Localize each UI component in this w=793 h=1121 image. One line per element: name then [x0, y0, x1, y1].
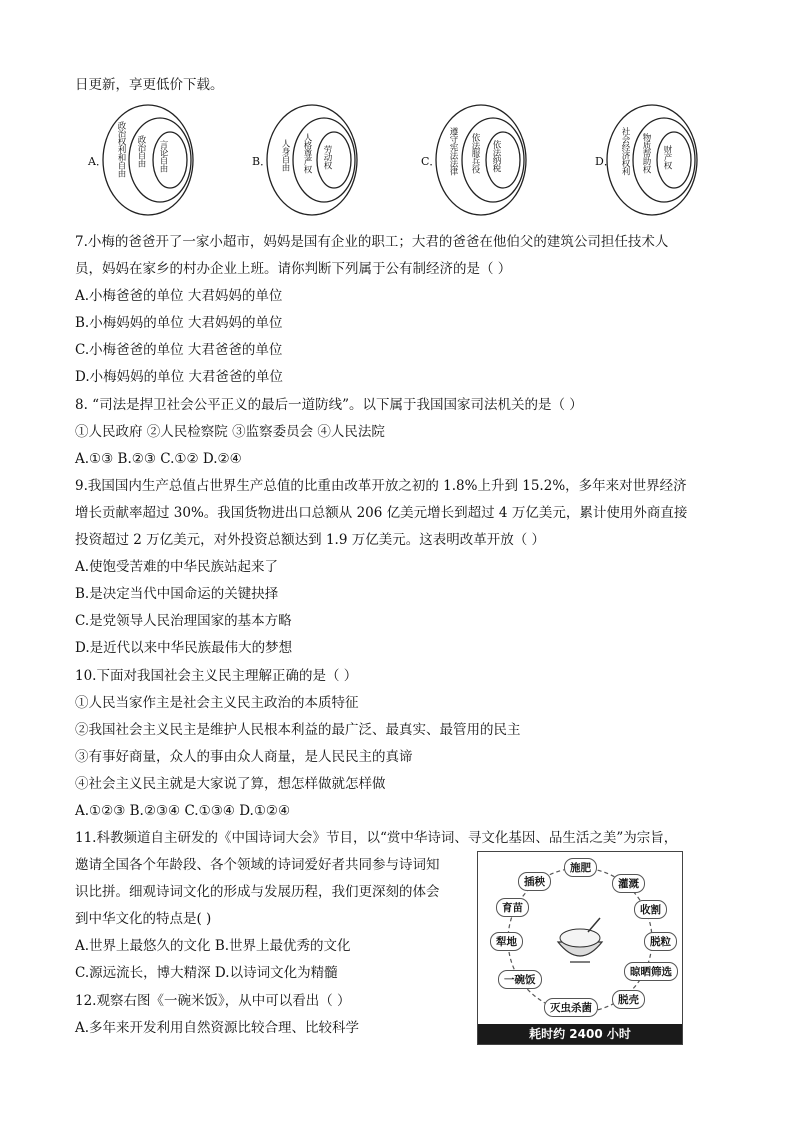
q9-option-d: D.是近代以来中华民族最伟大的梦想 — [75, 640, 293, 656]
q11-stem-2: 邀请全国各个年龄段、各个领域的诗词爱好者共同参与诗词知 — [75, 857, 440, 873]
diagram-c-letter: C． — [421, 155, 441, 168]
step-bowl-of-rice: 一碗饭 — [498, 970, 542, 989]
diagram-b-middle: 人格尊严权 — [302, 133, 312, 173]
step-transplant: 插秧 — [518, 872, 551, 891]
q11-stem-4: 到中华文化的特点是( ) — [75, 911, 212, 927]
diagram-d-inner: 财产权 — [662, 145, 672, 169]
q7-option-d: D.小梅妈妈的单位 大君爸爸的单位 — [75, 369, 283, 385]
q10-item-4: ④社会主义民主就是大家说了算，想怎样做就怎样做 — [75, 776, 386, 792]
diagram-a-middle: 政治自由 — [136, 135, 146, 167]
q7-option-c: C.小梅爸爸的单位 大君爸爸的单位 — [75, 342, 283, 358]
q9-stem-2: 增长贡献率超过 30%。我国货物进出口总额从 206 亿美元增长到超过 4 万亿美元，累计使用外商直接 — [75, 505, 688, 521]
q10-options: A.①②③ B.②③④ C.①③④ D.①②④ — [75, 803, 291, 819]
diagram-d-middle: 物质帮助权 — [641, 133, 651, 173]
q10-item-2: ②我国社会主义民主是维护人民根本利益的最广泛、最真实、最管用的民主 — [75, 722, 521, 738]
q8-items: ①人民政府 ②人民检察院 ③监察委员会 ④人民法院 — [75, 424, 385, 440]
q9-option-b: B.是决定当代中国命运的关键抉择 — [75, 586, 279, 602]
diagram-d-letter: D． — [595, 155, 615, 168]
diagram-c-outer: 遵守宪法法律 — [448, 127, 458, 175]
q11-stem-1: 11.科教频道自主研发的《中国诗词大会》节目，以“赏中华诗词、寻文化基因、品生活之美”为宗旨， — [75, 830, 678, 846]
step-seedling: 育苗 — [496, 898, 529, 917]
intro-tail: 日更新，享更低价下载。 — [75, 77, 224, 93]
q11-options-cd: C.源远流长，博大精深 D.以诗词文化为精髓 — [75, 965, 338, 981]
q11-stem-3: 识比拼。细观诗词文化的形成与发展历程，我们更深刻的体会 — [75, 884, 440, 900]
q12-stem: 12.观察右图《一碗米饭》，从中可以看出（ ） — [75, 993, 351, 1009]
q7-stem-1: 7.小梅的爸爸开了一家小超市，妈妈是国有企业的职工；大君的爸爸在他伯父的建筑公司担任技术人 — [75, 234, 669, 250]
rights-diagram — [0, 0, 793, 230]
diagram-b-outer: 人身自由 — [280, 139, 290, 171]
q8-stem: 8. “司法是捍卫社会公平正义的最后一道防线”。以下属于我国国家司法机关的是（ ） — [75, 397, 583, 413]
step-thresh: 脱粒 — [644, 932, 677, 951]
bowl-icon — [558, 918, 602, 962]
q9-option-c: C.是党领导人民治理国家的基本方略 — [75, 613, 292, 629]
q10-item-1: ①人民当家作主是社会主义民主政治的本质特征 — [75, 695, 359, 711]
q10-item-3: ③有事好商量，众人的事由众人商量，是人民民主的真谛 — [75, 749, 413, 765]
step-harvest: 收割 — [634, 900, 667, 919]
step-dry-sift: 晾晒筛选 — [624, 962, 678, 981]
q7-option-a: A.小梅爸爸的单位 大君妈妈的单位 — [75, 288, 283, 304]
step-irrigate: 灌溉 — [612, 874, 645, 893]
q11-options-ab: A.世界上最悠久的文化 B.世界上最优秀的文化 — [75, 938, 351, 954]
q7-option-b: B.小梅妈妈的单位 大君妈妈的单位 — [75, 315, 283, 331]
step-sterilize: 灭虫杀菌 — [544, 998, 598, 1017]
q10-stem: 10.下面对我国社会主义民主理解正确的是（ ） — [75, 668, 358, 684]
q9-option-a: A.使饱受苦难的中华民族站起来了 — [75, 559, 279, 575]
step-fertilize: 施肥 — [564, 858, 597, 877]
diagram-d-outer: 社会经济权利 — [620, 127, 630, 175]
diagram-a-inner: 言论自由 — [158, 140, 168, 172]
diagram-c-inner: 依法纳税 — [491, 140, 501, 172]
q8-options: A.①③ B.②③ C.①② D.②④ — [75, 451, 242, 467]
q12-option-a: A.多年来开发利用自然资源比较合理、比较科学 — [75, 1020, 360, 1036]
q9-stem-3: 投资超过 2 万亿美元，对外投资总额达到 1.9 万亿美元。这表明改革开放（ ） — [75, 532, 546, 548]
diagram-a-outer: 政治权利和自由 — [116, 121, 126, 177]
diagram-c-middle: 依法服兵役 — [470, 133, 480, 173]
step-plow: 犁地 — [490, 932, 523, 951]
diagram-a-letter: A． — [88, 155, 107, 168]
diagram-b-letter: B． — [252, 155, 272, 168]
q9-stem-1: 9.我国国内生产总值占世界生产总值的比重由改革开放之初的 1.8%上升到 15.2%，多年来对世界经济 — [75, 478, 687, 494]
step-husk: 脱壳 — [612, 990, 645, 1009]
diagram-b-inner: 劳动权 — [322, 145, 332, 169]
rice-bowl-figure — [477, 851, 683, 1045]
q7-stem-2: 员，妈妈在家乡的村办企业上班。请你判断下列属于公有制经济的是（ ） — [75, 261, 512, 277]
figure-caption: 耗时约 2400 小时 — [478, 1024, 682, 1044]
